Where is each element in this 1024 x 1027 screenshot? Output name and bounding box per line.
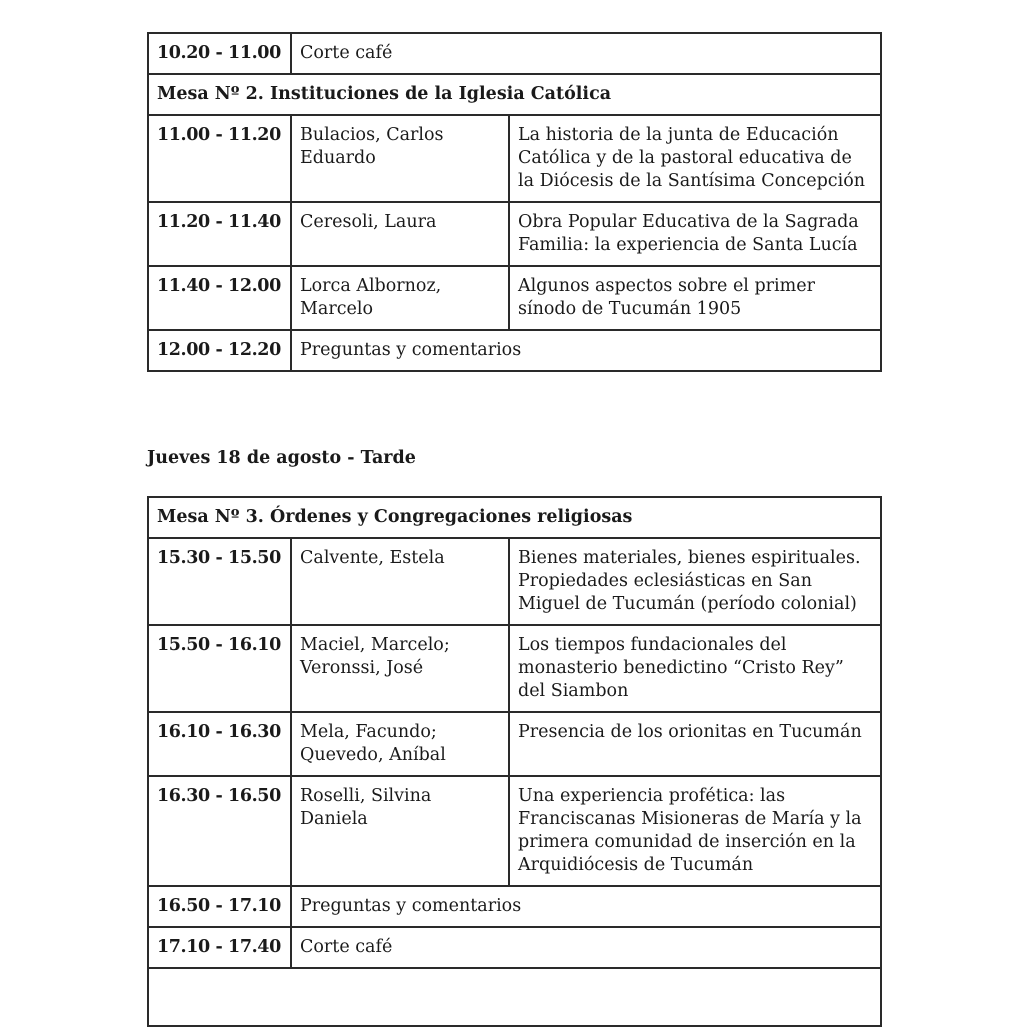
mesa-heading: Mesa Nº 3. Órdenes y Congregaciones religiosas [148, 497, 881, 538]
time-cell: 11.20 - 11.40 [148, 202, 291, 266]
table-row-talk [148, 266, 881, 330]
table-row-break [148, 330, 881, 371]
table-row-talk [148, 115, 881, 202]
speaker-cell: Calvente, Estela [291, 538, 509, 625]
clipped-cell [148, 968, 881, 1026]
time-cell: 10.20 - 11.00 [148, 33, 291, 74]
speaker-cell: Mela, Facundo; Quevedo, Aníbal [291, 712, 509, 776]
mesa-heading: Mesa Nº 2. Instituciones de la Iglesia Católica [148, 74, 881, 115]
talk-title-cell: Bienes materiales, bienes espirituales. Propiedades eclesiásticas en San Miguel de Tucumán (período colonial) [509, 538, 881, 625]
activity-cell: Corte café [291, 33, 881, 74]
schedule-table-afternoon [147, 496, 882, 1027]
speaker-cell: Maciel, Marcelo; Veronssi, José [291, 625, 509, 712]
table-row-talk [148, 625, 881, 712]
speaker-cell: Ceresoli, Laura [291, 202, 509, 266]
table-row-break [148, 927, 881, 968]
talk-title-cell: Obra Popular Educativa de la Sagrada Familia: la experiencia de Santa Lucía [509, 202, 881, 266]
time-cell: 16.30 - 16.50 [148, 776, 291, 886]
talk-title-cell: La historia de la junta de Educación Católica y de la pastoral educativa de la Diócesis de la Santísima Concepción [509, 115, 881, 202]
speaker-cell: Bulacios, Carlos Eduardo [291, 115, 509, 202]
table-row-clipped [148, 968, 881, 1026]
talk-title-cell: Los tiempos fundacionales del monasterio benedictino “Cristo Rey” del Siambon [509, 625, 881, 712]
talk-title-cell: Una experiencia profética: las Franciscanas Misioneras de María y la primera comunidad de inserción en la Arquidiócesis de Tucumán [509, 776, 881, 886]
table-row-talk [148, 712, 881, 776]
table-row-talk [148, 776, 881, 886]
time-cell: 16.10 - 16.30 [148, 712, 291, 776]
table-row-talk [148, 202, 881, 266]
table-row-break [148, 33, 881, 74]
speaker-cell: Roselli, Silvina Daniela [291, 776, 509, 886]
table-row-break [148, 886, 881, 927]
day-heading: Jueves 18 de agosto - Tarde [147, 448, 416, 468]
time-cell: 15.50 - 16.10 [148, 625, 291, 712]
time-cell: 15.30 - 15.50 [148, 538, 291, 625]
time-cell: 16.50 - 17.10 [148, 886, 291, 927]
talk-title-cell: Algunos aspectos sobre el primer sínodo de Tucumán 1905 [509, 266, 881, 330]
table-row-mesa [148, 74, 881, 115]
table-row-talk [148, 538, 881, 625]
speaker-cell: Lorca Albornoz, Marcelo [291, 266, 509, 330]
time-cell: 12.00 - 12.20 [148, 330, 291, 371]
time-cell: 17.10 - 17.40 [148, 927, 291, 968]
time-cell: 11.40 - 12.00 [148, 266, 291, 330]
activity-cell: Preguntas y comentarios [291, 330, 881, 371]
time-cell: 11.00 - 11.20 [148, 115, 291, 202]
activity-cell: Preguntas y comentarios [291, 886, 881, 927]
talk-title-cell: Presencia de los orionitas en Tucumán [509, 712, 881, 776]
table-row-mesa [148, 497, 881, 538]
schedule-table-morning [147, 32, 882, 372]
activity-cell: Corte café [291, 927, 881, 968]
